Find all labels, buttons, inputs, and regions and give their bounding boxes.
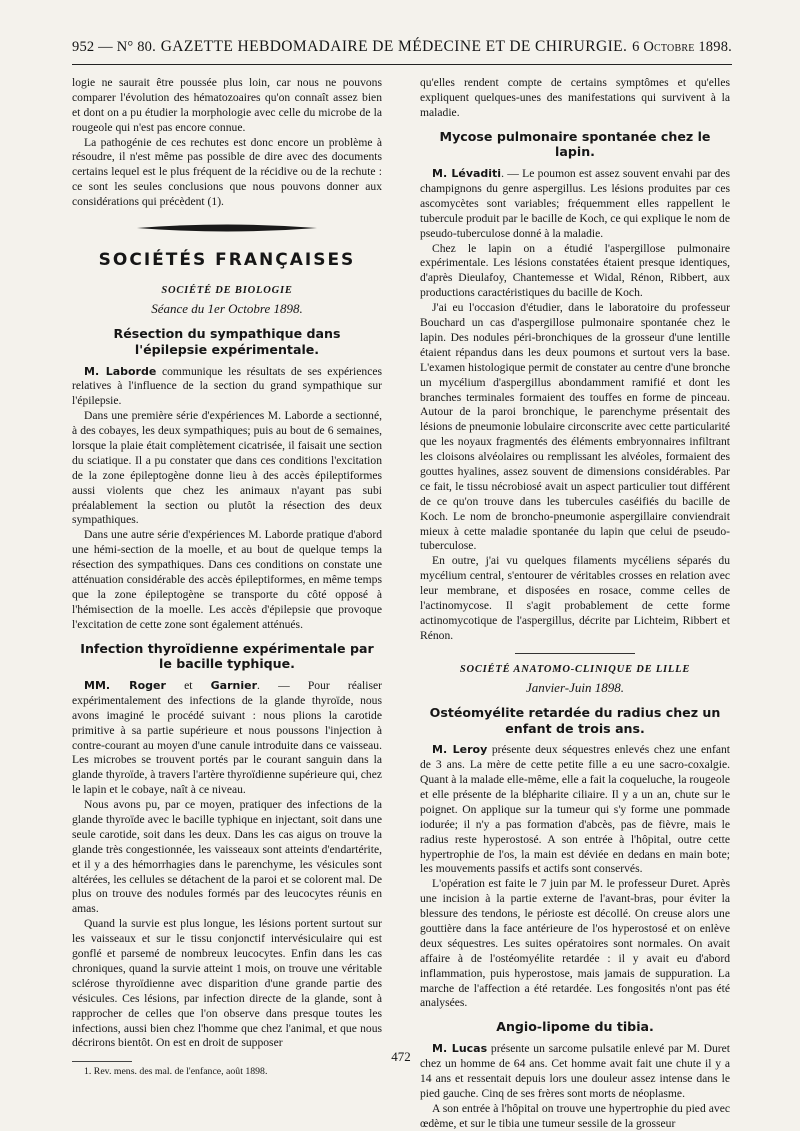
society-name: SOCIÉTÉ ANATOMO-CLINIQUE DE LILLE <box>459 663 691 675</box>
paragraph: Dans une première série d'expériences M. Laborde a sectionné, à des cobayes, les deux sympathiques; puis au bout de 6 semaines, lorsque la plaie était complètement cicatrisée, il faisait une section du sciatique. Il a pu constater que dans ces conditions l'excitation de la zone épileptogène donne lieu à des accès épileptiformes aussi violents que chez les animaux n'ayant pas subi préalablement la section ou plutôt la résection des deux sympathiques. <box>72 409 382 527</box>
header-journal-title: GAZETTE HEBDOMADAIRE DE MÉDECINE ET DE CHIRURGIE. <box>160 38 628 55</box>
article-title: Infection thyroïdienne expérimentale par le bacille typhique. <box>80 640 374 672</box>
paragraph: logie ne saurait être poussée plus loin, car nous ne pouvons comparer l'évolution des hématozoaires qu'on connaît assez bien et dont on a pu étudier la morphologie avec celle du microbe de la rougeole qui n'est pas encore connue. <box>72 76 382 134</box>
author-name: Garnier <box>210 679 258 693</box>
author-name: M. Leroy <box>432 743 488 757</box>
paragraph: Chez le lapin on a étudié l'aspergillose pulmonaire expérimentale. Les lésions constatées étaient presque identiques, d'après Dieulafoy, Chantemesse et Widal, Rénon, Ribbert, aux productions caractéristiques du bacille de Koch. <box>420 241 730 300</box>
session-date: Janvier-Juin 1898. <box>526 680 624 696</box>
paragraph: M. Lévaditi. — Le poumon est assez souvent envahi par des champignons du genre aspergillus. Les lésions produites par ces ascomycètes sont variables; fréquemment elles rappellent le tubercule produit par le bacille de Koch, ce qui explique le nom de pseudo-tuberculose donné à la maladie. <box>420 167 730 240</box>
paragraph: L'opération est faite le 7 juin par M. le professeur Duret. Après une incision à la partie externe de l'avant-bras, pour éviter la blessure des tendons, le périoste est décollé. On creuse alors une gouttière dans la face antérieure de l'os hyperostosé et on enlève deux séquestres. Les suites opératoires sont normales. On avait affaire à de l'ostéomyélite retardée : il y avait eu d'abord inflammation, puis hyperostose, mais jamais de suppuration. La marche de l'affection a été retardée. Les fongosités n'ont pas été analysées. <box>420 877 730 1010</box>
paragraph: qu'elles rendent compte de certains symptômes et qu'elles expliquent quelques-unes des manifestations qui survivent à la maladie. <box>420 76 730 119</box>
paragraph: MM. Roger et Garnier. — Pour réaliser expérimentalement des infections de la glande thyroïde, nous avons imaginé le procédé suivant : nous plions la carotide primitive à sa partie supérieure et nous poussons l'injection à contre-courant au moyen d'une canule introduite dans ce vaisseau. Les microbes se trouvent portés par le courant sanguin dans la glande thyroïde, à travers l'artère thyroïdienne supérieure qui, chez le lapin et le cobaye, naît à ce niveau. <box>72 679 382 797</box>
section-title: SOCIÉTÉS FRANÇAISES <box>98 250 356 271</box>
author-name: M. Lucas <box>432 1042 488 1056</box>
article-title: Résection du sympathique dans l'épilepsie expérimentale. <box>113 326 341 357</box>
right-column <box>420 76 730 1131</box>
society-name: SOCIÉTÉ DE BIOLOGIE <box>161 284 293 296</box>
header-page-ref: 952 — N° 80. <box>72 39 156 55</box>
author-name: M. Lévaditi <box>432 167 502 181</box>
left-column <box>72 76 382 1079</box>
author-name: MM. Roger <box>84 679 166 693</box>
paragraph: Dans une autre série d'expériences M. Laborde pratique d'abord une hémi-section de la moelle, et au bout de quelque temps la résection des sympathiques. Dans ces conditions on constate une atténuation considérable des accès épileptiformes, en même temps que la zone épileptogène se transporte du côté opposé à l'hémisection de la moelle. Les accès d'épilepsie que provoque l'excitation de cette zone sont également atténués. <box>72 528 382 631</box>
paragraph: En outre, j'ai vu quelques filaments mycéliens séparés du mycélium central, s'entourer de véritables crosses en relation avec leur membrane, et disposées en rosace, comme celles de l'actinomycose. Il s'agit probablement de cette forme actinomycotique de l'aspergillus, décrite par Lichteim, Ribbert et Rénon. <box>420 554 730 642</box>
paragraph: A son entrée à l'hôpital on trouve une hypertrophie du pied avec œdème, et sur le tibia une tumeur sessile de la grosseur <box>420 1101 730 1130</box>
paragraph: M. Leroy présente deux séquestres enlevés chez une enfant de 3 ans. La mère de cette petite fille a eu une sacro-coxalgie. Quant à la malade elle-même, elle a fait la coqueluche, la rougeole et elle présente de la blépharite ciliaire. Il y a un an, chute sur le poignet. On applique sur la tumeur qui s'y forme une pommade iodurée; il n'y a pas formation d'abcès, pas de fièvre, mais le radius reste hyperostosé. A son entrée à l'hôpital, outre cette hypertrophie de l'os, la main est déviée en dedans en main bote; les mouvements passifs et actifs sont conservés. <box>420 743 730 876</box>
session-date: Séance du 1er Octobre 1898. <box>151 301 303 317</box>
running-header <box>72 38 732 65</box>
article-title: Ostéomyélite retardée du radius chez un enfant de trois ans. <box>429 704 721 736</box>
paragraph: La pathogénie de ces rechutes est donc encore un problème à résoudre, il n'est même pas possible de dire avec des documents certains lequel est le plus fréquent de la récidive ou de la rechute : ce sont les seules conclusions que nous pouvons donner aux considérations qui précèdent (1). <box>72 135 382 209</box>
article-title: Mycose pulmonaire spontanée chez le lapin. <box>439 128 711 160</box>
header-date: 6 Octobre 1898. <box>632 39 732 55</box>
paragraph: J'ai eu l'occasion d'étudier, dans le laboratoire du professeur Bouchard un cas d'aspergillose pulmonaire spontanée chez le lapin. Des nodules péri-bronchiques de la grosseur d'une lentille étaient répandus dans les deux poumons et surtout vers la base. L'examen histologique permit de constater au centre d'une bronche un mycélium d'aspergillus abondamment ramifié et dont les branches terminales formaient des touffes en forme de pinceau. Autour de la paroi bronchique, le parenchyme présentait des lésions de pneumonie lobulaire circonscrite avec cette particularité que les noyaux fragmentés des éléments embryonnaires infiltrant les cloisons alvéolaires ou remplissant les alvéoles, formaient des gouttes hyalines, assez souvent de dimensions considérables. Par ce fait, le tissu nécrobiosé avait un aspect particulier tout différent de ce qu'on trouve dans les tubercules caséifiés du bacille de Koch. Le nom de broncho-pneumonie aspergillaire conviendrait mieux à cette maladie spontanée du lapin que celui de pseudo-tuberculose. <box>420 301 731 553</box>
article-title: Angio-lipome du tibia. <box>496 1019 654 1035</box>
paragraph: M. Laborde communique les résultats de ses expériences relatives à l'influence de la section du grand sympathique sur l'épilepsie. <box>72 364 383 408</box>
section-divider <box>515 653 635 654</box>
author-name: M. Laborde <box>84 364 157 378</box>
paragraph: M. Lucas présente un sarcome pulsatile enlevé par M. Duret chez un homme de 64 ans. Cet homme avait fait une chute il y a 14 ans et ressentait depuis lors une douleur assez intense dans le pied gauche. Cinq de ses frères sont morts de néoplasme. <box>420 1042 730 1100</box>
footnote-rule <box>72 1061 132 1062</box>
footnote: 1. Rev. mens. des mal. de l'enfance, août 1898. <box>84 1066 268 1078</box>
paragraph: Quand la survie est plus longue, les lésions portent surtout sur les vaisseaux et sur le tissu conjonctif intervésiculaire qui est gonflé et parsemé de nombreux leucocytes. Enfin dans les cas chroniques, quand la survie atteint 1 mois, on trouve une véritable sclérose thyroïdienne avec disparition d'une grande partie des vésicules. Ces lésions, par infection directe de la glande, sont à rapprocher de celles que l'on observe dans presque toutes les infections, aussi bien chez l'homme que chez l'animal, et que nous décrirons bientôt. On est en droit de supposer <box>72 917 382 1050</box>
page-number: 472 <box>391 1049 411 1064</box>
paragraph: Nous avons pu, par ce moyen, pratiquer des infections de la glande thyroïde avec le bacille typhique en injectant, soit dans une seule carotide, soit dans les deux. Dans les cas aigus on trouve la glande très congestionnée, les vaisseaux sont atteints d'endartérite, et il y a des hémorrhagies dans le parenchyme, les vésicules sont altérées, les cellules se détachent de la paroi et se colorent mal. De plus on trouve des nodules formés par des leucocytes réunis en amas. <box>72 798 382 916</box>
ornamental-divider <box>72 222 382 242</box>
